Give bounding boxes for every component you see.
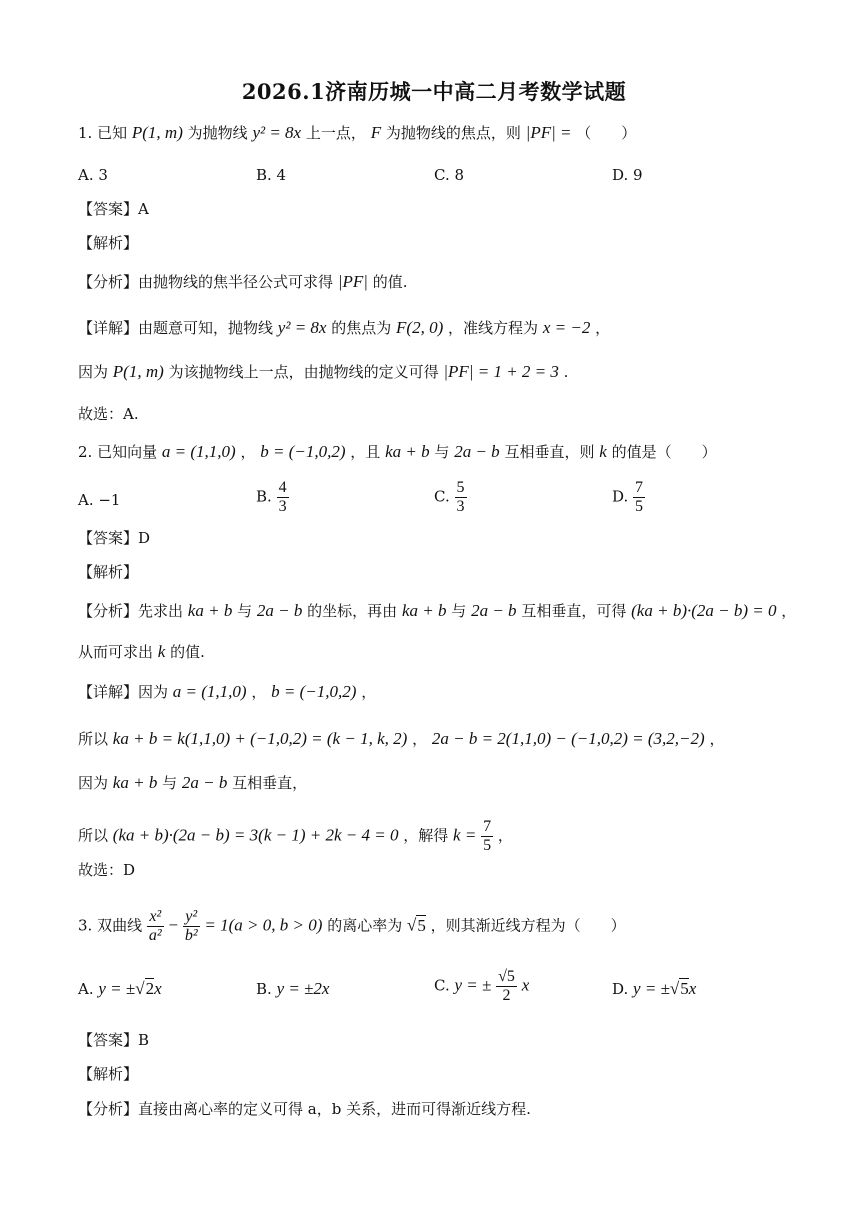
q2-fenxi-expr2: 2a − b xyxy=(256,601,303,620)
q2-xiangjie-text: ， xyxy=(251,683,267,701)
q3-option-c-label: C. xyxy=(434,976,450,995)
frac-num: 7 xyxy=(635,479,644,496)
q1-text: 为抛物线 xyxy=(187,124,248,142)
q1-parabola: y² = 8x xyxy=(252,123,302,142)
q2-solve-text: ， xyxy=(497,826,513,845)
q2-text: ， xyxy=(240,443,256,461)
q2-fenxi-text: 与 xyxy=(237,602,253,620)
q2-fenxi-expr2: 2a − b xyxy=(471,601,517,620)
frac-den: a² xyxy=(148,927,162,944)
q1-fenxi-text: 的值. xyxy=(372,273,408,291)
q1-xiangjie-text: ，准线方程为 xyxy=(448,319,539,337)
q2-jiexi: 【解析】 xyxy=(78,563,139,581)
q1-text: 上一点， xyxy=(305,124,366,142)
q2-perp-text: 因为 xyxy=(78,774,109,792)
frac-den: 3 xyxy=(278,498,287,515)
q2-fenxi-expr1: ka + b xyxy=(401,601,447,620)
q2-text: 的值是（ ） xyxy=(611,443,717,461)
frac-num: x² xyxy=(147,908,164,927)
frac-den: b² xyxy=(184,927,198,944)
q2-calc3: (ka + b)·(2a − b) = 3(k − 1) + 2k − 4 = 0 xyxy=(112,825,399,845)
q2-text: 与 xyxy=(434,443,450,461)
q2-fenxi-text: 【分析】先求出 xyxy=(78,602,184,620)
frac-den: 2 xyxy=(502,987,511,1004)
q2-expr1: ka + b xyxy=(385,442,430,461)
q1-option-a: A. 3 xyxy=(78,166,108,184)
q1-line2-text: . xyxy=(563,363,569,381)
q2-text: 互相垂直，则 xyxy=(504,443,595,461)
q1-pf: |PF| = xyxy=(525,123,572,142)
q3-option-a-label: A. xyxy=(78,980,94,998)
q2-xiangjie xyxy=(78,682,376,702)
q3-option-c-text: y = ± xyxy=(454,975,492,995)
q1-jiexi: 【解析】 xyxy=(78,234,139,252)
q2-number: 2. 已知向量 xyxy=(78,443,158,461)
q2-calc1: ka + b = k(1,1,0) + (−1,0,2) = (k − 1, k, 2) xyxy=(112,729,408,748)
q2-option-d-frac xyxy=(633,479,645,516)
q3-option-d-x: x xyxy=(688,979,697,998)
q2-k-frac xyxy=(481,818,493,855)
q3-stem: 3. 双曲线 $\frac{\text{x²}}{\text{a²}}$ − $\frac{\text{y²}}{\text{b²}}$ = 1(a > 0, b > 0) 的离心率为 √5 ，则其渐近线方程为（ ） xyxy=(78,908,626,944)
q1-xiangjie-eq: y² = 8x xyxy=(277,318,327,337)
q2-option-c-frac xyxy=(455,479,467,516)
q1-xiangjie-directrix: x = −2 xyxy=(542,318,591,337)
q2-fenxi-text: 的值. xyxy=(170,643,205,661)
q3-option-d: D. y = ±√5x xyxy=(612,979,697,998)
q1-xiangjie-focus: F(2, 0) xyxy=(396,318,444,337)
q3-frac-y xyxy=(183,908,200,945)
q3-option-c-x: x xyxy=(521,975,530,995)
q2-option-c xyxy=(434,479,467,516)
frac-den: 5 xyxy=(635,498,644,515)
q2-text: ，且 xyxy=(350,443,381,461)
q2-guxuan: 故选：D xyxy=(78,861,136,879)
q1-xiangjie xyxy=(78,318,610,338)
q2-calc-line xyxy=(78,729,724,749)
q1-option-c: C. 8 xyxy=(434,166,465,184)
q2-fenxi-eq: (ka + b)·(2a − b) = 0 xyxy=(631,601,777,620)
page-title: 2026.1济南历城一中高二月考数学试题 xyxy=(241,79,627,104)
q2-fenxi-text: 与 xyxy=(451,602,467,620)
q2-expr2: 2a − b xyxy=(454,442,500,461)
q2-perp-line xyxy=(78,773,307,793)
q1-line2-text: 为该抛物线上一点，由抛物线的定义可得 xyxy=(168,363,439,381)
q1-option-d: D. 9 xyxy=(612,166,643,184)
q1-line2-text: 因为 xyxy=(78,363,109,381)
q2-perp-expr1: ka + b xyxy=(112,773,158,792)
q1-stem xyxy=(78,123,636,143)
q1-fenxi-text: 【分析】由抛物线的焦半径公式可求得 xyxy=(78,273,334,291)
frac-num: 7 xyxy=(483,818,492,835)
q3-option-a: A. y = ±√2x xyxy=(78,979,162,998)
q1-fenxi-pf: |PF| xyxy=(337,272,368,291)
q1-xiangjie-text: ， xyxy=(595,319,611,337)
q1-xiangjie-text: 的焦点为 xyxy=(331,319,392,337)
q3-option-c xyxy=(434,968,529,1005)
q1-point: P(1, m) xyxy=(131,123,183,142)
q3-frac-x xyxy=(147,908,164,945)
q1-paren: （ ） xyxy=(576,124,637,142)
frac-den: 3 xyxy=(456,498,465,515)
q2-k: k xyxy=(599,442,607,461)
q3-text: 的离心率为 xyxy=(327,916,403,935)
q3-option-b-label: B. xyxy=(256,980,272,998)
q2-option-d xyxy=(612,479,645,516)
q3-jiexi: 【解析】 xyxy=(78,1065,139,1083)
frac-num: y² xyxy=(183,908,200,927)
q2-option-a: A. −1 xyxy=(78,491,121,509)
q2-vector-a: a = (1,1,0) xyxy=(161,442,236,461)
q1-text: 为抛物线的焦点，则 xyxy=(385,124,521,142)
q2-k-eq: k = xyxy=(453,825,477,845)
q2-perp-expr2: 2a − b xyxy=(181,773,228,792)
q3-sqrt5: 5 xyxy=(417,915,426,935)
q2-fenxi-text: 的坐标，再由 xyxy=(307,602,398,620)
q1-answer: 【答案】A xyxy=(78,200,149,218)
q2-calc-text: 所以 xyxy=(78,730,109,748)
q2-option-d-label: D. xyxy=(612,487,629,506)
q3-fenxi: 【分析】直接由离心率的定义可得 a，b 关系，进而可得渐近线方程. xyxy=(78,1100,531,1118)
q2-k: k xyxy=(157,642,166,661)
q2-fenxi-line2 xyxy=(78,642,205,662)
q1-fenxi xyxy=(78,272,407,292)
frac-num: 4 xyxy=(278,479,287,496)
q3-option-d-text: y = ± xyxy=(633,979,670,998)
q3-minus: − xyxy=(168,915,179,935)
q2-option-c-label: C. xyxy=(434,487,450,506)
q2-perp-text: 互相垂直， xyxy=(232,774,308,792)
q1-line2-point: P(1, m) xyxy=(112,362,164,381)
q3-option-a-x: x xyxy=(154,979,162,998)
q2-fenxi-text: 从而可求出 xyxy=(78,643,154,661)
q2-option-b xyxy=(256,479,289,516)
q1-line2 xyxy=(78,362,568,382)
q3-number: 3. 双曲线 xyxy=(78,916,143,935)
q2-fenxi-text: 互相垂直，可得 xyxy=(521,602,627,620)
q3-answer: 【答案】B xyxy=(78,1031,150,1049)
q3-option-b xyxy=(256,979,329,999)
q2-calc-text: ， xyxy=(412,730,428,748)
q2-calc2: 2a − b = 2(1,1,0) − (−1,0,2) = (3,2,−2) xyxy=(431,729,705,748)
q3-option-a-text: y = ± xyxy=(98,979,136,998)
q2-perp-text: 与 xyxy=(162,774,178,792)
q1-line2-pf: |PF| = 1 + 2 = 3 xyxy=(443,362,559,381)
q2-fenxi-text: ， xyxy=(781,602,797,620)
q2-fenxi xyxy=(78,601,796,621)
q1-guxuan: 故选：A. xyxy=(78,405,139,423)
q2-calc-text: ， xyxy=(709,730,725,748)
q2-xiangjie-text: 【详解】因为 xyxy=(78,683,169,701)
q2-option-b-frac xyxy=(277,479,289,516)
q2-option-b-label: B. xyxy=(256,487,272,506)
q1-focus-symbol: F xyxy=(370,123,382,142)
q2-solve-text: 所以 xyxy=(78,826,109,845)
q2-vector-b: b = (−1,0,2) xyxy=(260,442,346,461)
q3-option-d-label: D. xyxy=(612,980,629,998)
q2-answer: 【答案】D xyxy=(78,529,151,547)
frac-num: √5 xyxy=(498,968,515,985)
q1-number: 1. 已知 xyxy=(78,124,128,142)
q3-option-d-sqrt: 5 xyxy=(680,979,689,998)
q3-text: ，则其渐近线方程为（ ） xyxy=(430,916,626,935)
q2-xiangjie-b: b = (−1,0,2) xyxy=(271,682,357,701)
q2-xiangjie-text: ， xyxy=(361,683,377,701)
q3-hyperbola-rest: = 1(a > 0, b > 0) xyxy=(204,915,323,935)
q1-option-b: B. 4 xyxy=(256,166,287,184)
q3-option-b-text: y = ±2x xyxy=(276,979,330,998)
q2-solve-text: ，解得 xyxy=(403,826,449,845)
q1-xiangjie-text: 【详解】由题意可知，抛物线 xyxy=(78,319,274,337)
q2-solve-line xyxy=(78,818,513,855)
q3-option-a-sqrt: 2 xyxy=(145,979,155,998)
q2-fenxi-expr1: ka + b xyxy=(187,601,233,620)
frac-den: 5 xyxy=(483,837,492,854)
frac-num: 5 xyxy=(456,479,465,496)
q2-stem xyxy=(78,442,717,462)
q3-option-c-frac xyxy=(496,968,517,1005)
q2-xiangjie-a: a = (1,1,0) xyxy=(172,682,247,701)
